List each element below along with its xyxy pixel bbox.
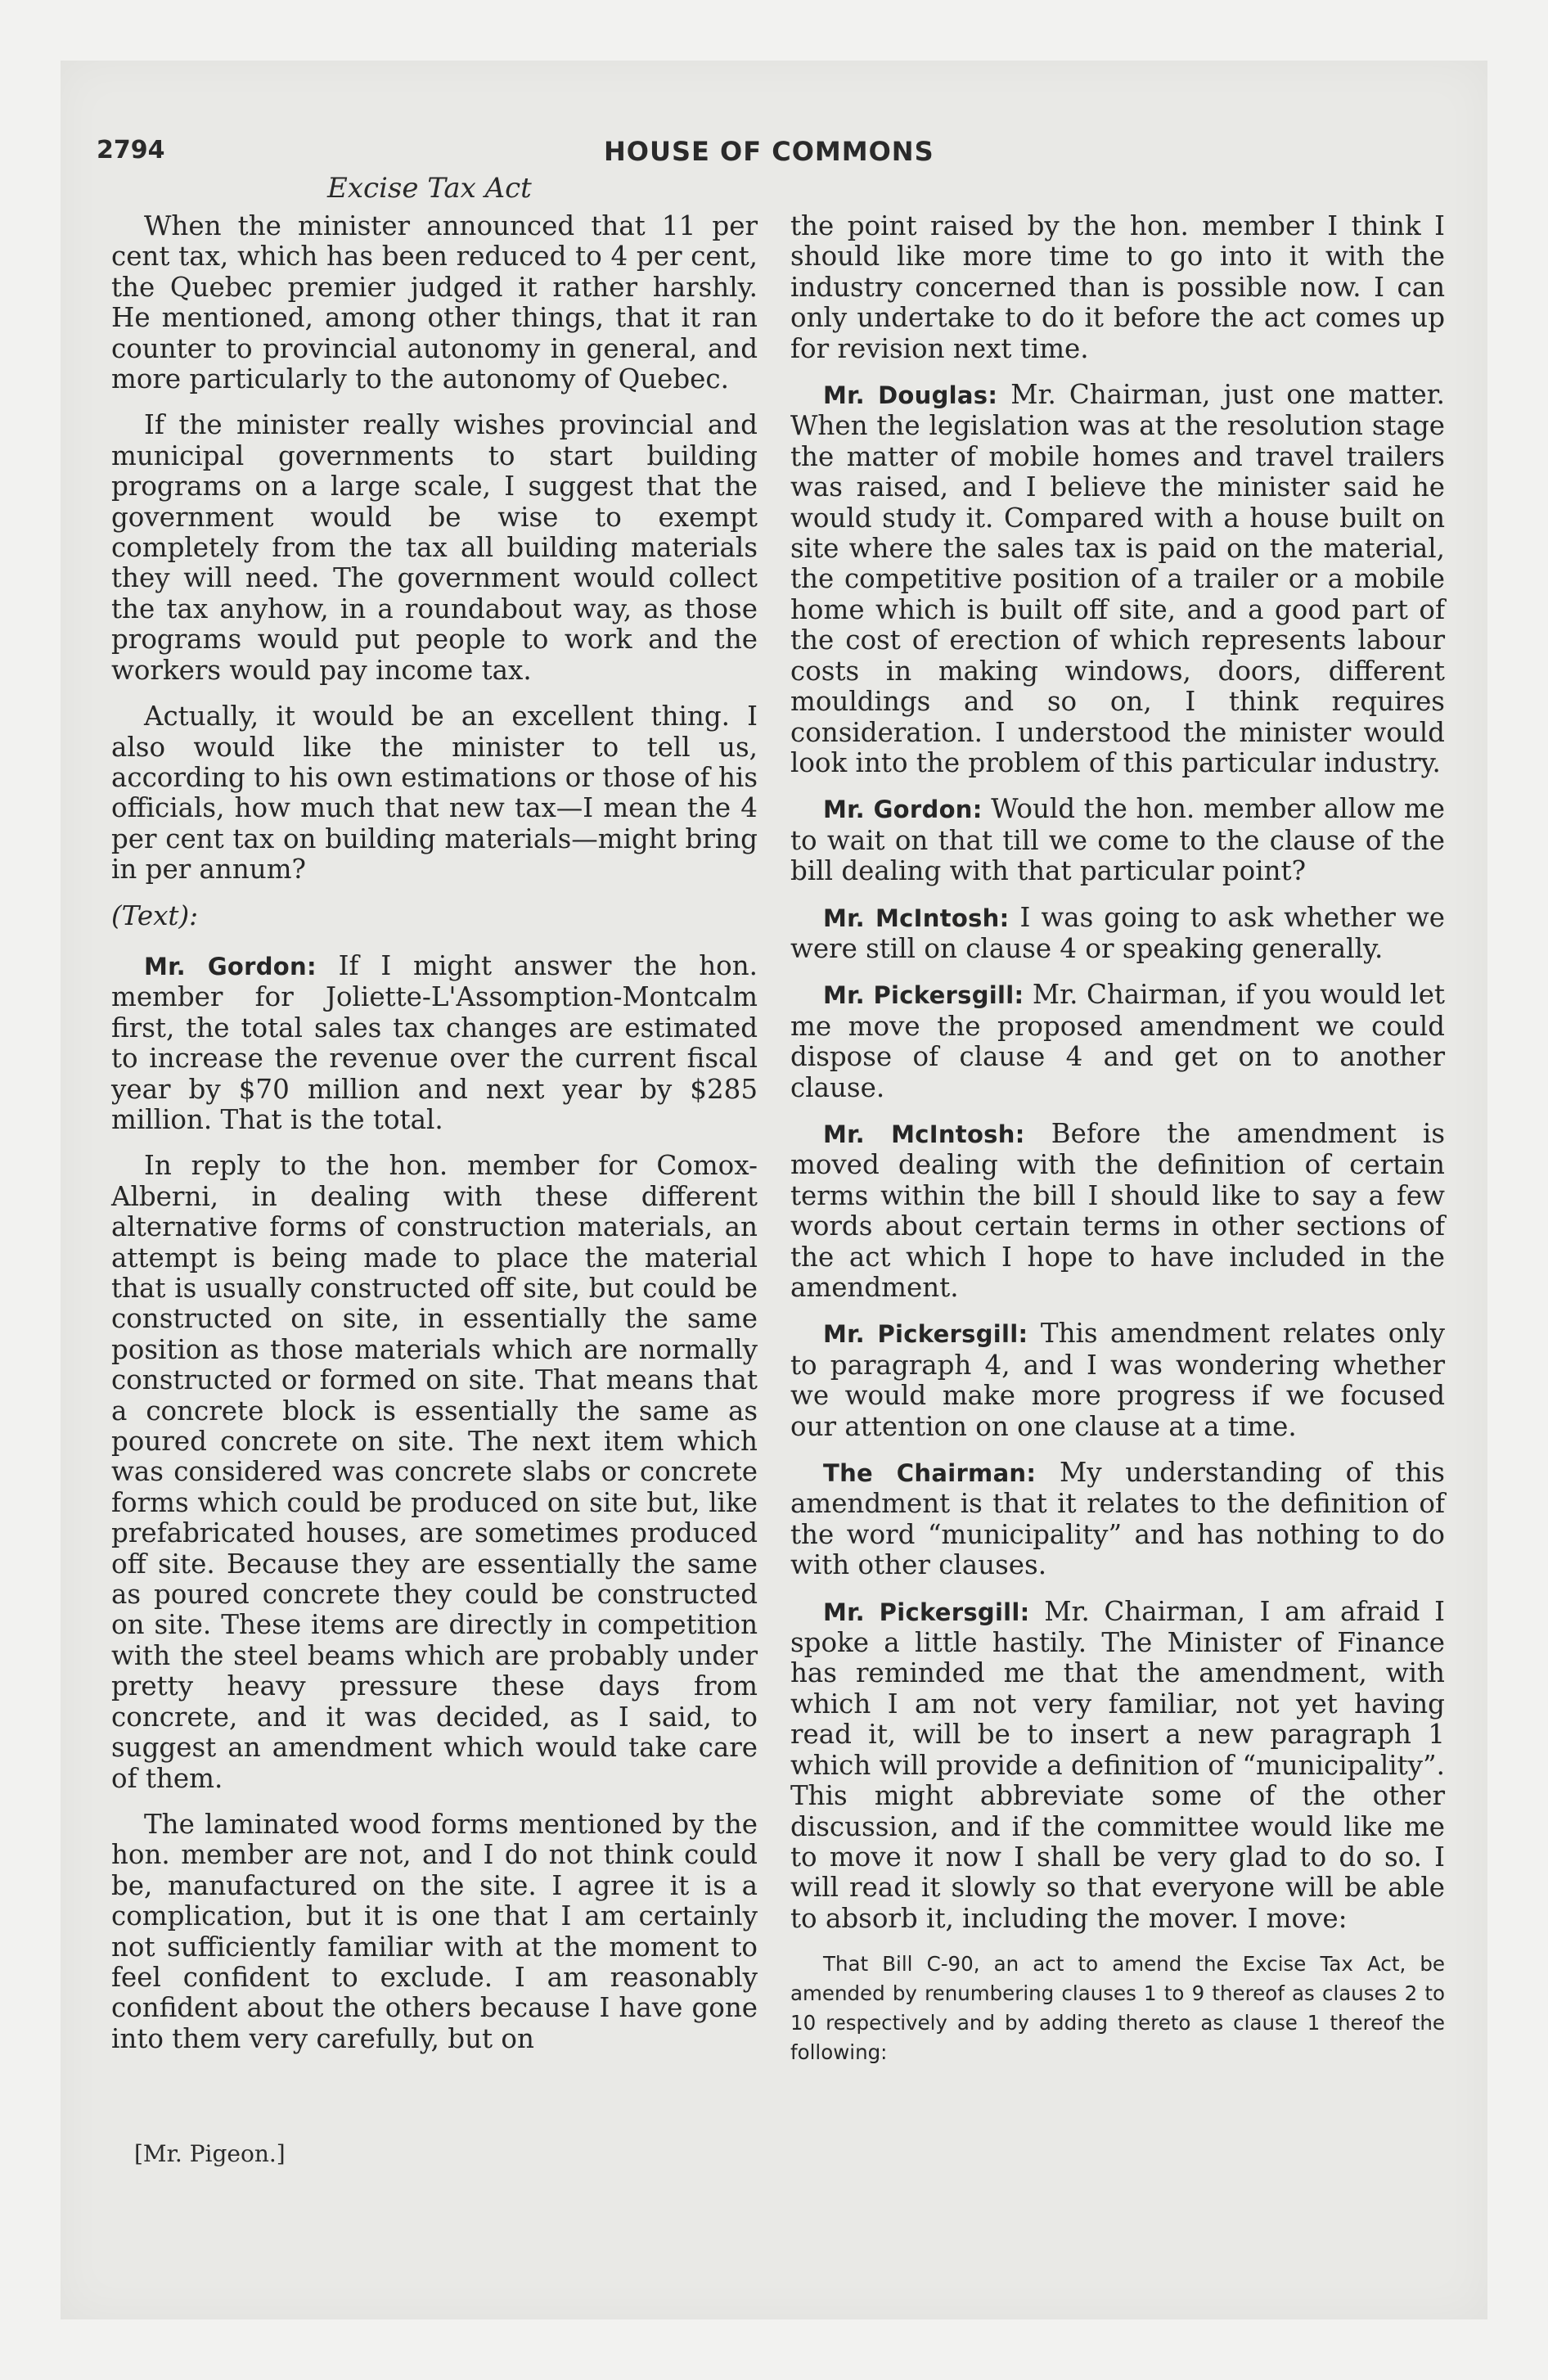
paragraph: If the minister really wishes provincial and municipal governments to start building programs on a large scale, I suggest that the government would be wise to exempt completely from the tax all building materials they will need. The government would collect the tax anyhow, in a roundabout way, as those programs would put people to work and the workers would pay income tax.: [111, 409, 758, 686]
speaker-name: Mr. Pickersgill:: [823, 1320, 1028, 1349]
speaker-name: Mr. McIntosh:: [823, 904, 1010, 932]
paragraph: The laminated wood forms mentioned by the hon. member are not, and I do not think could be, manufactured on the site. I agree it is a complication, but it is one that I am certainly not sufficiently familiar with at the moment to feel confident to exclude. I am reasonably confident about the others because I have gone into them very carefully, but on: [111, 1808, 758, 2054]
speech-paragraph: [790, 380, 1445, 778]
speech-text: Mr. Chairman, I am afraid I spoke a little hastily. The Minister of Finance has reminded me that the amendment, with which I am not very familiar, not yet having read it, will be to insert a new paragraph 1 which will provide a definition of “municipality”. This might abbreviate some of the other discussion, and if the committee would like me to move it now I shall be very glad to do so. I will read it slowly so that everyone will be able to absorb it, including the mover. I move:: [790, 1595, 1445, 1934]
speech-paragraph: [790, 980, 1445, 1103]
speech-paragraph: [790, 1119, 1445, 1303]
speaker-name: Mr. Pickersgill:: [823, 1598, 1030, 1626]
paragraph: In reply to the hon. member for Comox-Alberni, in dealing with these different alternative forms of construction materials, an attempt is being made to place the material that is usually constructed off site, but could be constructed on site, in essentially the same position as those materials which are normally constructed or formed on site. That means that a concrete block is essentially the same as poured concrete on site. The next item which was considered was concrete slabs or concrete forms which could be produced on site but, like prefabricated houses, are sometimes produced off site. Because they are essentially the same as poured concrete they could be constructed on site. These items are directly in competition with the steel beams which are probably under pretty heavy pressure these days from concrete, and it was decided, as I said, to suggest an amendment which would take care of them.: [111, 1150, 758, 1794]
speech-paragraph: [790, 1458, 1445, 1581]
speaker-name: Mr. Douglas:: [823, 381, 998, 410]
motion-text: That Bill C-90, an act to amend the Excise Tax Act, be amended by renumbering clauses 1 to 9 thereof as clauses 2 to 10 respectively and by adding thereto as clause 1 thereof the following:: [790, 1952, 1445, 2065]
speech-text: I was going to ask whether we were still on clause 4 or speaking generally.: [790, 901, 1445, 964]
speech-paragraph: [111, 951, 758, 1135]
journal-title: HOUSE OF COMMONS: [604, 136, 934, 167]
speech-text: This amendment relates only to paragraph 4, and I was wondering whether we would make more progress if we focused our attention on one clause at a time.: [790, 1318, 1445, 1442]
footer-note: [Mr. Pigeon.]: [134, 2140, 286, 2167]
speech-paragraph: [790, 1318, 1445, 1442]
paragraph: When the minister announced that 11 per cent tax, which has been reduced to 4 per cent, the Quebec premier judged it rather harshly. He mentioned, among other things, that it ran counter to provincial autonomy in general, and more particularly to the autonomy of Quebec.: [111, 210, 758, 395]
paragraph: the point raised by the hon. member I think I should like more time to go into it with the industry concerned than is possible now. I can only undertake to do it before the act comes up for revision next time.: [790, 210, 1445, 364]
page-header: [97, 136, 1451, 175]
speech-text: Mr. Chairman, just one matter. When the legislation was at the resolution stage the matter of mobile homes and travel trailers was raised, and I believe the minister said he would study it. Compared with a house built on site where the sales tax is paid on the material, the competitive position of a trailer or a mobile home which is built off site, and a good part of the cost of erection of which represents labour costs in making windows, doors, different mouldings and so on, I think requires consideration. I understood the minister would look into the problem of this particular industry.: [790, 379, 1445, 778]
page-number: 2794: [97, 136, 165, 165]
left-column: [111, 211, 758, 2070]
speech-text: Would the hon. member allow me to wait on that till we come to the clause of the bill dealing with that particular point?: [790, 793, 1445, 887]
speaker-name: Mr. Pickersgill:: [823, 981, 1024, 1010]
speech-text: My understanding of this amendment is that it relates to the definition of the word “municipality” and has nothing to do with other clauses.: [790, 1457, 1445, 1581]
right-column: [790, 211, 1445, 2083]
paragraph: Actually, it would be an excellent thing. I also would like the minister to tell us, according to his own estimations or those of his officials, how much that new tax—I mean the 4 per cent tax on building materials—might bring in per annum?: [111, 701, 758, 886]
speaker-name: Mr. McIntosh:: [823, 1120, 1025, 1148]
speech-text: If I might answer the hon. member for Joliette-L'Assomption-Montcalm first, the total sales tax changes are estimated to increase the revenue over the current fiscal year by $70 million and next year by $285 million. That is the total.: [111, 949, 758, 1135]
speaker-name: Mr. Gordon:: [144, 952, 317, 980]
section-title: Excise Tax Act: [327, 172, 532, 205]
speech-paragraph: [790, 1597, 1445, 1934]
text-heading: (Text):: [111, 899, 199, 931]
speech-paragraph: [790, 794, 1445, 886]
speaker-name: Mr. Gordon:: [823, 796, 983, 824]
speaker-name: The Chairman:: [823, 1459, 1037, 1488]
speech-text: Mr. Chairman, if you would let me move the proposed amendment we could dispose of clause 4 and get on to another clause.: [790, 979, 1445, 1103]
speech-text: Before the amendment is moved dealing with the definition of certain terms within the bill I should like to say a few words about certain terms in other sections of the act which I hope to have included in the amendment.: [790, 1117, 1446, 1303]
speech-paragraph: [790, 903, 1445, 965]
